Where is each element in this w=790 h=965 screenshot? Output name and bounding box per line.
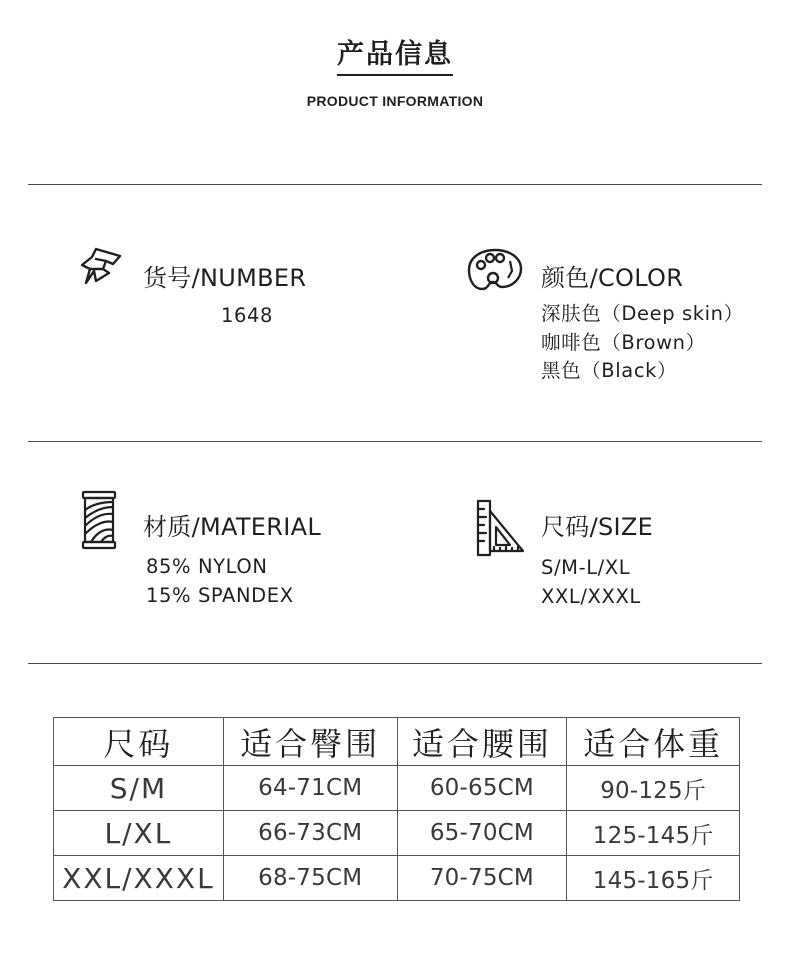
pushpin-icon (76, 243, 126, 303)
cell-waist: 60-65CM (397, 766, 567, 811)
header-size: 尺码 (54, 718, 224, 766)
cell-size: S/M (54, 766, 224, 811)
divider-2 (28, 441, 762, 442)
cell-hip: 64-71CM (223, 766, 397, 811)
size-list (541, 554, 641, 611)
color-list (541, 300, 744, 386)
material-list (146, 553, 294, 610)
table-row (54, 856, 740, 901)
ruler-triangle-icon (476, 497, 526, 557)
color-item-brown: 咖啡色（Brown） (541, 330, 706, 354)
cell-weight: 125-145斤 (567, 811, 740, 856)
cell-size: XXL/XXXL (54, 856, 224, 901)
color-item-deep-skin: 深肤色（Deep skin） (541, 302, 744, 325)
color-title: 颜色/COLOR (541, 264, 684, 292)
table-row (54, 766, 740, 811)
divider-1 (28, 184, 762, 185)
cell-waist: 70-75CM (397, 856, 567, 901)
divider-3 (28, 663, 762, 664)
size-item-2: XXL/XXXL (541, 584, 641, 608)
color-item-black: 黑色（Black） (541, 359, 678, 382)
size-item-1: S/M-L/XL (541, 556, 631, 579)
cell-hip: 66-73CM (223, 811, 397, 856)
size-chart-table (53, 717, 740, 901)
cell-weight: 90-125斤 (567, 766, 740, 811)
number-title: 货号/NUMBER (143, 264, 307, 292)
table-header-row (54, 718, 740, 766)
header-hip: 适合臀围 (223, 718, 397, 766)
cell-waist: 65-70CM (397, 811, 567, 856)
material-item-spandex: 15% SPANDEX (146, 583, 294, 607)
cell-size: L/XL (54, 811, 224, 856)
thread-spool-icon (79, 490, 119, 550)
header-waist: 适合腰围 (397, 718, 567, 766)
table-row (54, 811, 740, 856)
cell-weight: 145-165斤 (567, 856, 740, 901)
material-title: 材质/MATERIAL (143, 513, 322, 541)
cell-hip: 68-75CM (223, 856, 397, 901)
palette-icon (466, 240, 524, 300)
material-item-nylon: 85% NYLON (146, 555, 268, 578)
number-value: 1648 (221, 304, 274, 327)
page-subtitle: PRODUCT INFORMATION (306, 93, 484, 109)
header-weight: 适合体重 (567, 718, 740, 766)
title-underline (337, 74, 453, 76)
size-title: 尺码/SIZE (541, 513, 654, 541)
page-title: 产品信息 (337, 39, 453, 70)
